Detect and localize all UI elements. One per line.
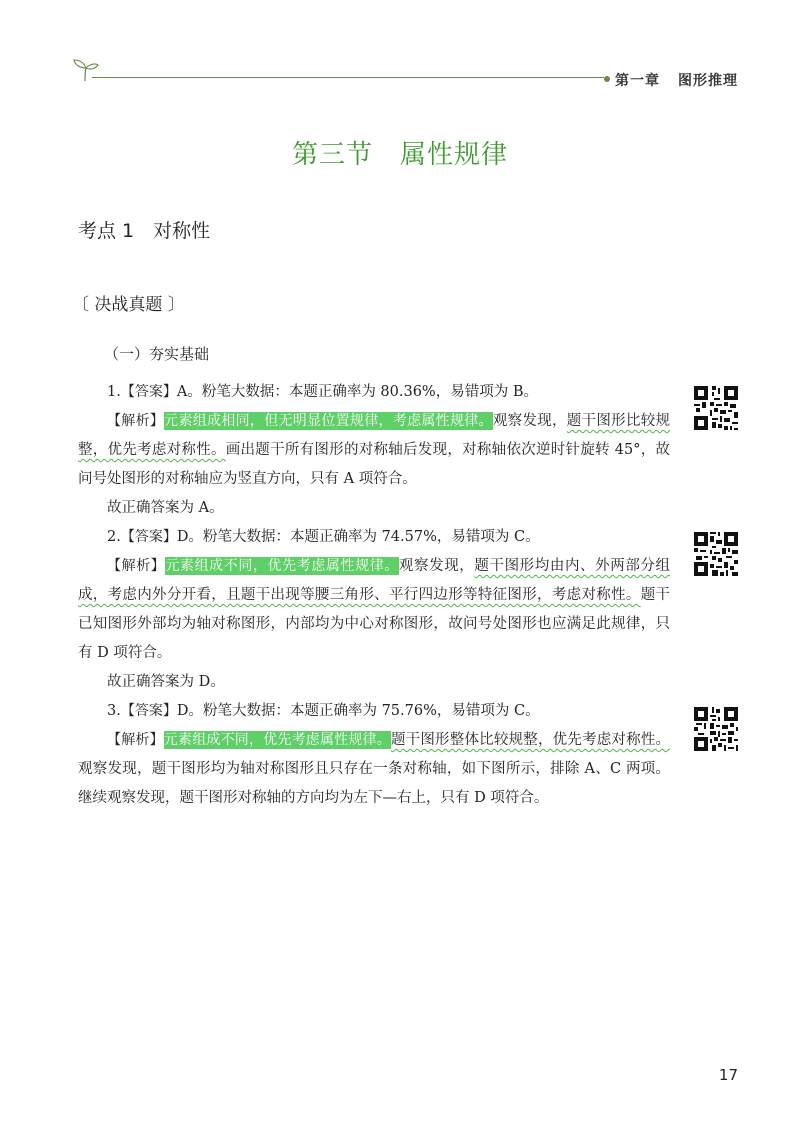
- answer-line: [78, 378, 670, 407]
- sprout-icon: [70, 55, 100, 85]
- analysis-tag: 【解析】: [107, 413, 165, 429]
- analysis-text: 观察发现，: [492, 413, 567, 429]
- answer-text: A。粉笔大数据：本题正确率为 80.36%，易错项为 B。: [176, 384, 538, 400]
- wavy-underlined-text: 题干图形整体比较规整，优先考虑对称性。: [390, 732, 671, 748]
- qr-code-icon[interactable]: [692, 530, 740, 578]
- qr-code-icon[interactable]: [692, 705, 740, 753]
- analysis-paragraph: [78, 407, 670, 494]
- answer-tag: 【答案】: [120, 384, 177, 400]
- analysis-paragraph: [78, 552, 670, 668]
- wavy-underlined-text: 题干图形均由内、外两部分组成，考虑内外分开看，且题干出现等腰三角形、平行四边形等特征图形，考虑对称性。: [78, 558, 671, 603]
- question-number: 1.: [107, 384, 121, 400]
- qr-code-icon[interactable]: [692, 384, 740, 432]
- analysis-text: 画出题干所有图形的对称轴后发现，对称轴依次逆时针旋转 45°，故问号处图形的对称轴应为竖直方向，只有 A 项符合。: [78, 442, 671, 487]
- answer-text: D。粉笔大数据：本题正确率为 75.76%，易错项为 C。: [176, 703, 540, 719]
- answer-tag: 【答案】: [120, 529, 177, 545]
- highlighted-text: 元素组成不同，优先考虑属性规律。: [165, 558, 399, 574]
- answer-tag: 【答案】: [120, 703, 177, 719]
- chapter-title: 图形推理: [678, 73, 738, 89]
- analysis-text: 观察发现，题干图形均为轴对称图形且只存在一条对称轴，如下图所示，排除 A、C 两项。继续观察发现，题干图形对称轴的方向均为左下—右上，只有 D 项符合。: [78, 761, 670, 806]
- question-number: 3.: [107, 703, 121, 719]
- topic-heading: 考点 1 对称性: [78, 220, 211, 242]
- conclusion: 故正确答案为 A。: [107, 500, 224, 516]
- analysis-tag: 【解析】: [107, 558, 166, 574]
- answer-line: [78, 697, 670, 726]
- chapter-number: 第一章: [615, 73, 660, 89]
- running-header: [615, 70, 738, 90]
- real-exam-heading: 〔 决战真题 〕: [72, 295, 185, 315]
- page-number: 17: [718, 1066, 738, 1084]
- conclusion: 故正确答案为 D。: [107, 674, 225, 690]
- analysis-tag: 【解析】: [107, 732, 164, 748]
- section-title: 第三节 属性规律: [291, 140, 508, 170]
- analysis-paragraph: [78, 726, 670, 813]
- answer-text: D。粉笔大数据：本题正确率为 74.57%，易错项为 C。: [176, 529, 540, 545]
- highlighted-text: 元素组成相同，但无明显位置规律，考虑属性规律。: [164, 413, 493, 429]
- question-number: 2.: [107, 529, 121, 545]
- header-divider: [92, 77, 604, 78]
- analysis-text: 题干已知图形外部均为轴对称图形，内部均为中心对称图形，故问号处图形也应满足此规律，只有 D 项符合。: [78, 587, 671, 661]
- subsection-heading: （一）夯实基础: [104, 345, 210, 363]
- analysis-text: 观察发现，: [398, 558, 475, 574]
- highlighted-text: 元素组成不同，优先考虑属性规律。: [163, 732, 391, 748]
- wavy-underlined-text: 题干图形比较规整，优先考虑对称性。: [78, 413, 671, 458]
- answer-line: [78, 523, 670, 552]
- answer-body: [78, 378, 670, 813]
